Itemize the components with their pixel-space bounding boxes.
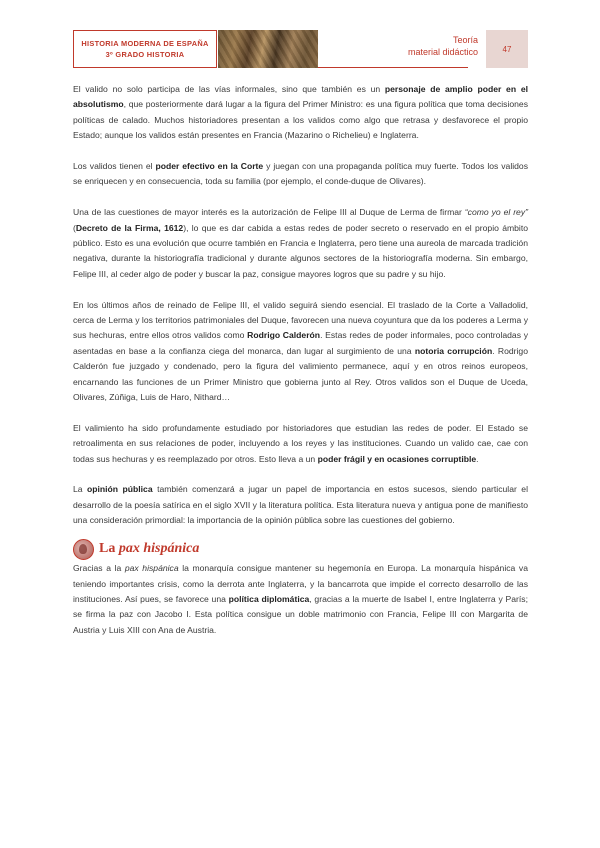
course-title-box bbox=[73, 30, 217, 68]
paragraph: La opinión pública también comenzará a jugar un papel de importancia en estos sucesos, siendo particular el desarrollo de la poesía satírica en el siglo XVII y la literatura política. Esta literatura nueva y antigua pone de manifiesto una consideración primordial: la importancia de la opinión pública sobre las cuestiones del gobierno. bbox=[73, 484, 528, 526]
paragraph: El valimiento ha sido profundamente estudiado por historiadores que estudian las redes de poder. El Estado se retroalimenta en sus relaciones de poder, incluyendo a los reyes y las instituciones. Cuando un valido cae, cae con todas sus hechuras y es reemplazado por otros. Esto lleva a un poder frágil y en ocasiones corruptible. bbox=[73, 422, 528, 464]
page-number: 47 bbox=[486, 30, 528, 68]
paragraph: Gracias a la pax hispánica la monarquía consigue mantener su hegemonía en Europa. La monarquía hispánica va teniendo importantes crisis, como la derrota ante Inglaterra, y la bancarrota que impide el correcto desarrollo de las instituciones. Así pues, se favorece una política diplomática, gracias a la muerte de Isabel I, entre Inglaterra y París; se firma la paz con Jacobo I. Esta política consigue un doble matrimonio con Francia, Felipe III con Margarita de Austria y Luis XIII con Ana de Austria. bbox=[73, 563, 528, 635]
teoria-label: Teoría bbox=[452, 35, 478, 45]
course-title: HISTORIA MODERNA DE ESPAÑA bbox=[81, 39, 209, 48]
paragraph: El valido no solo participa de las vías informales, sino que también es un personaje de amplio poder en el absolutismo, que posteriormente dará lugar a la figura del Primer Ministro: es una figura política que toma decisiones políticas de calado. Muchos historiadores presentan a los validos como algo que retrasa y desfavorece el propio Estado; aunque los validos están presentes en Francia (Mazarino o Richelieu) e Inglaterra. bbox=[73, 84, 528, 141]
header-section-label bbox=[408, 34, 478, 58]
portrait-icon bbox=[73, 539, 94, 560]
paragraph: En los últimos años de reinado de Felipe III, el valido seguirá siendo esencial. El traslado de la Corte a Valladolid, cerca de Lerma y los territorios patrimoniales del Duque, favorecen una nueva coyuntura que da los poderes a Lerma y sus hechuras, entre ellos otros validos como Rodrigo Calderón. Estas redes de poder informales, poco controladas y asentadas en base a la confianza ciega del monarca, dan lugar al surgimiento de una notoria corrupción. Rodrigo Calderón fue juzgado y condenado, pero la figura del valimiento permanece, aquí y en otros reinos europeos, encarnando las funciones de un Primer Ministro que gobierna junto al Rey. Otros validos son el Duque de Uceda, Olivares, Zúñiga, Luis de Haro, Nithard… bbox=[73, 299, 528, 403]
section-heading bbox=[73, 538, 528, 560]
section-title: La pax hispánica bbox=[99, 541, 200, 557]
header-divider bbox=[318, 67, 468, 68]
page-header bbox=[73, 30, 528, 70]
document-body bbox=[73, 82, 528, 638]
course-grade: 3º GRADO HISTORIA bbox=[105, 50, 185, 59]
header-painting-image bbox=[218, 30, 318, 68]
paragraph: Una de las cuestiones de mayor interés es la autorización de Felipe III al Duque de Lerma de firmar “como yo el rey” (Decreto de la Firma, 1612), lo que es dar cabida a estas redes de poder secreto o reservado en el propio ámbito público. Esto es una evolución que ocurre también en Francia e Inglaterra, pero tiene una aureola de marcada tradición negativa, durante la historiografía tradicional y durante algunos sectores de la historiografía moderna. Sin embargo, Felipe III, al ceder algo de poder y buscar la paz, consigue mayores logros que su padre y su hijo. bbox=[73, 207, 529, 279]
paragraph: Los validos tienen el poder efectivo en la Corte y juegan con una propaganda política muy fuerte. Todos los validos se enriquecen y en consecuencia, toda su familia (por ejemplo, el conde-duque de Olivares). bbox=[73, 161, 528, 187]
material-label: material didáctico bbox=[407, 47, 478, 57]
